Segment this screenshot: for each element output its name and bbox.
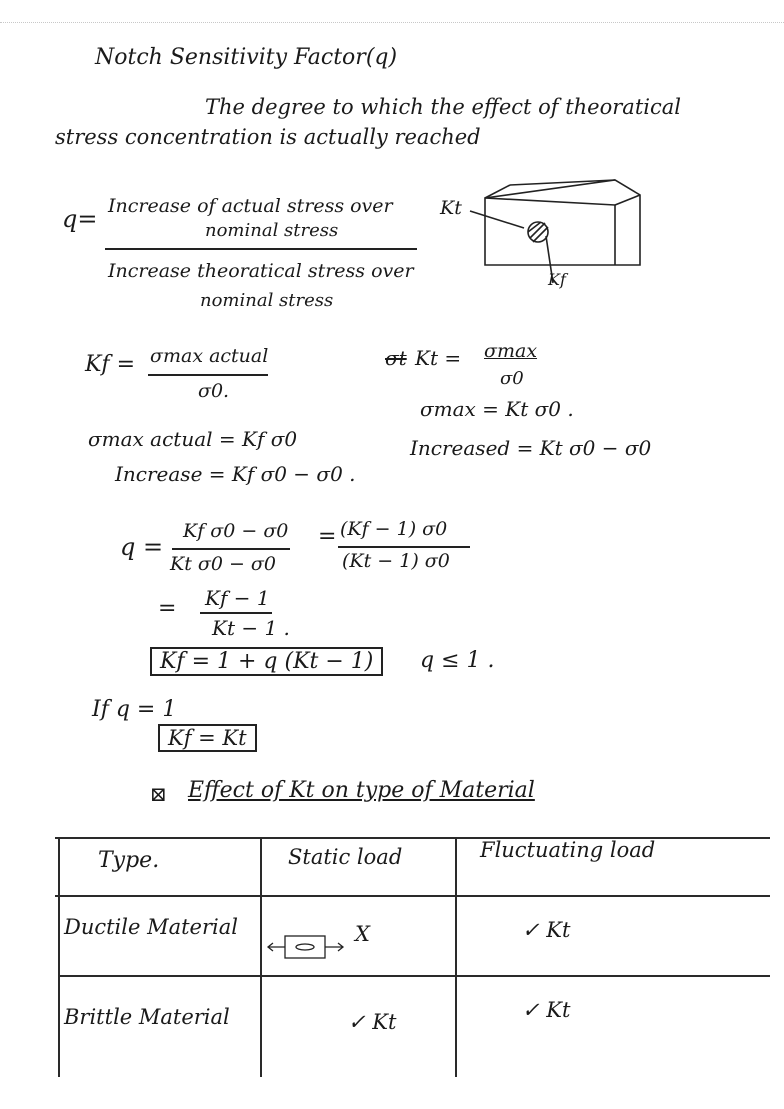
page-title: Notch Sensitivity Factor(q) xyxy=(95,45,398,70)
q-numerator-1: Increase of actual stress over xyxy=(108,195,393,217)
deriv-frac2-num: (Kf − 1) σ0 xyxy=(340,518,448,540)
row1-fluctuating: ✓ Kt xyxy=(522,918,571,942)
increase-actual-eq: Increase = Kf σ0 − σ0 . xyxy=(115,462,356,486)
row1-static: X xyxy=(355,922,370,946)
kt-def-strike: σt xyxy=(385,346,407,370)
section-heading: Effect of Kt on type of Material xyxy=(188,778,535,803)
intro-line-1: The degree to which the effect of theoratical xyxy=(205,95,681,119)
q-denominator-1: Increase theoratical stress over xyxy=(108,260,414,282)
kt-def-lhs: Kt = xyxy=(415,346,462,370)
q-numerator-2: nominal stress xyxy=(205,220,339,241)
deriv-q-lhs: q = xyxy=(120,533,164,561)
kt-def-den: σ0 xyxy=(500,368,524,389)
deriv-frac2-den: (Kt − 1) σ0 xyxy=(342,550,450,572)
kf-equals-kt-box: Kf = Kt xyxy=(158,724,257,752)
header-type: Type. xyxy=(98,848,160,873)
header-static-load: Static load xyxy=(288,845,403,869)
row2-type: Brittle Material xyxy=(64,1005,230,1029)
kf-def-num: σmax actual xyxy=(150,345,269,367)
bullet-mark: ⊠ xyxy=(150,782,167,806)
kt-def-num: σmax xyxy=(484,340,538,362)
row2-fluctuating: ✓ Kt xyxy=(522,998,571,1022)
smax-actual-eq: σmax actual = Kf σ0 xyxy=(88,427,298,451)
row2-static: ✓ Kt xyxy=(348,1010,397,1034)
q-condition: q ≤ 1 . xyxy=(420,648,495,673)
q-denominator-2: nominal stress xyxy=(200,290,334,311)
if-q-equals-1: If q = 1 xyxy=(92,697,177,722)
deriv-frac3-den: Kt − 1 . xyxy=(212,616,290,640)
deriv-frac1-den: Kt σ0 − σ0 xyxy=(170,553,276,575)
intro-line-2: stress concentration is actually reached xyxy=(55,125,481,149)
deriv-frac1-num: Kf σ0 − σ0 xyxy=(183,520,289,542)
deriv-eq-2: = xyxy=(158,596,177,621)
q-lhs: q= xyxy=(62,205,98,233)
kf-def-lhs: Kf = xyxy=(85,352,136,377)
increased-eq: Increased = Kt σ0 − σ0 xyxy=(410,436,652,460)
result-boxed-equation: Kf = 1 + q (Kt − 1) xyxy=(150,647,383,676)
deriv-frac3-num: Kf − 1 xyxy=(205,586,270,610)
smax-eq: σmax = Kt σ0 . xyxy=(420,397,574,421)
diagram-label-kf: Kf xyxy=(548,270,566,289)
header-fluctuating-load: Fluctuating load xyxy=(480,838,656,862)
deriv-eq-1: = xyxy=(318,524,337,549)
diagram-label-kt: Kt xyxy=(440,197,462,219)
row1-type: Ductile Material xyxy=(64,915,238,939)
kf-def-den: σ0. xyxy=(198,380,230,402)
